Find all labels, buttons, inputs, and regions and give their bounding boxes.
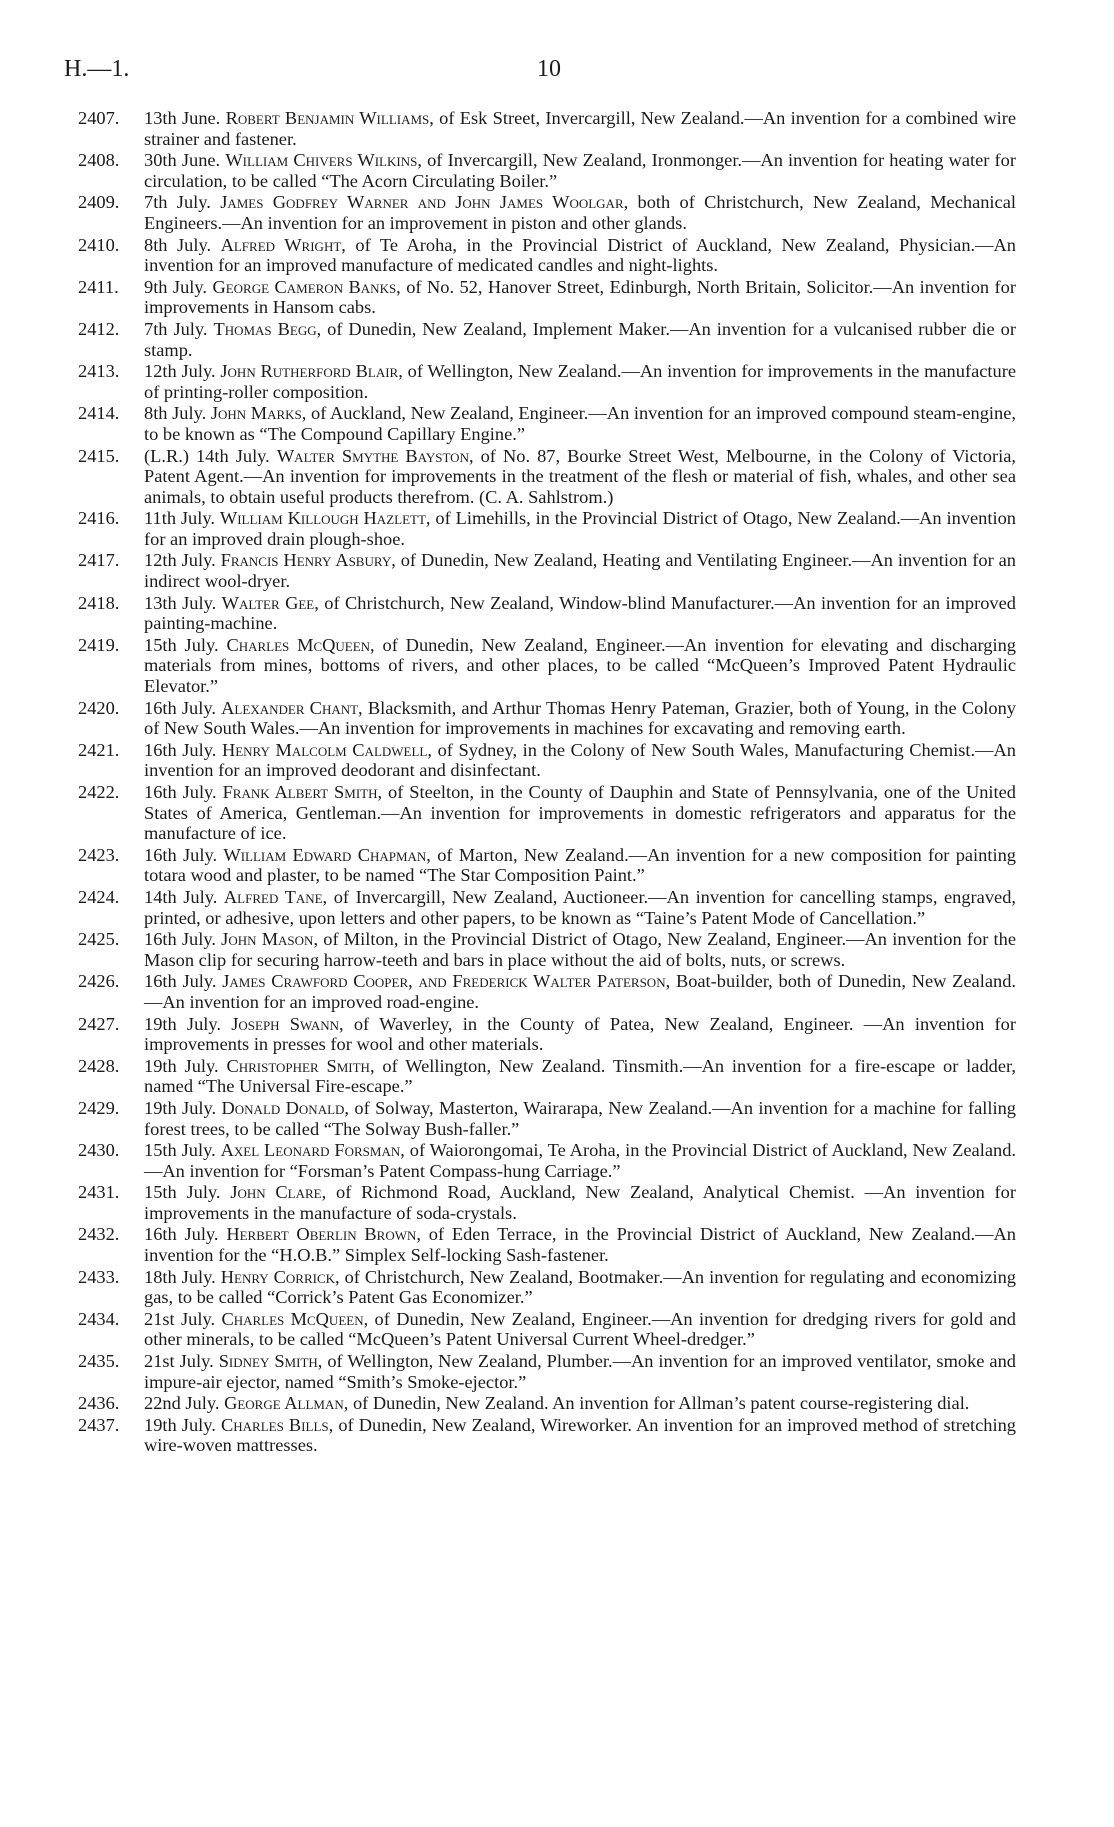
patent-entry [78, 277, 1016, 318]
patent-entry [78, 635, 1016, 697]
entry-text: of Sydney, in the Colony of New South Wales, Manufacturing Chemist.—An invention for an improved deodorant and disinfectant. [144, 739, 1016, 781]
applicant-name: John Marks, [210, 403, 307, 424]
applicant-name: George Cameron Banks, [212, 276, 401, 297]
entry-date: 21st July. [144, 1308, 216, 1329]
patent-entry [78, 593, 1016, 634]
patent-entry [78, 550, 1016, 591]
applicant-name: Francis Henry Asbury, [220, 550, 396, 571]
entry-number: 2409. [78, 192, 120, 213]
entry-number: 2413. [78, 361, 120, 382]
entry-number: 2410. [78, 234, 120, 255]
entry-date: 19th July. [144, 1013, 221, 1034]
entry-number: 2412. [78, 318, 120, 339]
entry-text: of Dunedin, New Zealand, Heating and Ventilating Engineer.—An invention for an indirect wool-dryer. [144, 550, 1016, 592]
entry-number: 2426. [78, 971, 120, 992]
entry-number: 2431. [78, 1182, 120, 1203]
entry-number: 2420. [78, 697, 120, 718]
page-number: 10 [537, 56, 561, 82]
entry-date: 18th July. [144, 1266, 216, 1287]
entry-number: 2421. [78, 739, 120, 760]
patent-entry [78, 1393, 1016, 1414]
entry-number: 2422. [78, 782, 120, 802]
entry-text: of Milton, in the Provincial District of Otago, New Zealand, Engineer.—An invention for the Mason clip for securing harrow-teeth and bars in place without the aid of bolts, nuts, or screws. [144, 929, 1016, 970]
entry-text: of Dunedin, New Zealand, Engineer.—An invention for elevating and discharging materials from mines, bottoms of rivers, and other places, to be called “McQueen’s Improved Patent Hydraulic Elevator.” [144, 634, 1016, 697]
entry-number: 2423. [78, 844, 120, 865]
entry-date: 16th July. [144, 739, 217, 760]
entry-date: 19th July. [144, 1097, 217, 1118]
document-reference: H.—1. [64, 56, 130, 82]
entry-number: 2408. [78, 150, 120, 171]
entry-number: 2411. [78, 276, 119, 297]
applicant-name: Walter Gee, [221, 592, 319, 613]
applicant-name: Robert Benjamin Williams, [225, 108, 434, 128]
entry-date: (L.R.) 14th July. [144, 445, 270, 466]
entry-date: 22nd July. [144, 1393, 220, 1414]
applicant-name: Thomas Begg, [213, 318, 322, 339]
entry-number: 2427. [78, 1013, 120, 1034]
entry-text: of Eden Terrace, in the Provincial District of Auckland, New Zealand.—An invention for the “H.O.B.” Simplex Self-locking Sash-fastener. [144, 1224, 1017, 1266]
applicant-name: Frank Albert Smith, [222, 782, 383, 802]
entry-text: of Dunedin, New Zealand, Wireworker. An invention for an improved method of stretching wire-woven mattresses. [144, 1414, 1016, 1456]
entry-number: 2424. [78, 886, 120, 907]
entry-number: 2435. [78, 1351, 120, 1372]
entry-date: 12th July. [144, 550, 216, 571]
entry-text: of No. 87, Bourke Street West, Melbourne, in the Colony of Victoria, Patent Agent.—An invention for improvements in the treatment of the flesh or material of fish, whales, and other sea animals, to obtain useful products therefrom. (C. A. Sahlstrom.) [144, 445, 1016, 507]
entry-date: 13th June. [144, 108, 221, 128]
applicant-name: Henry Corrick, [220, 1266, 340, 1287]
patent-entry [78, 845, 1016, 886]
entry-date: 15th July. [144, 1182, 221, 1203]
patent-entry [78, 698, 1016, 739]
entry-date: 13th July. [144, 592, 217, 613]
entry-date: 16th July. [144, 782, 217, 802]
applicant-name: Charles Bills, [220, 1414, 334, 1435]
patent-entry [78, 1415, 1016, 1456]
patent-entry [78, 1140, 1016, 1181]
patent-entry [78, 403, 1016, 444]
entry-number: 2419. [78, 634, 120, 655]
patent-entries-list [78, 108, 1016, 1456]
entry-number: 2418. [78, 592, 120, 613]
applicant-name: John Mason, [221, 929, 319, 950]
applicant-name: George Allman, [224, 1393, 349, 1414]
entry-date: 8th July. [144, 403, 207, 424]
entry-text: of Solway, Masterton, Wairarapa, New Zealand.—An invention for a machine for falling forest trees, to be called “The Solway Bush-faller.” [144, 1097, 1017, 1139]
entry-number: 2437. [78, 1414, 120, 1435]
applicant-name: James Godfrey Warner and John James Woolgar, [220, 192, 629, 213]
entry-date: 14th July. [144, 886, 218, 907]
applicant-name: Christopher Smith, [226, 1055, 375, 1076]
entry-text: both of Christchurch, New Zealand, Mechanical Engineers.—An invention for an improvement in piston and other glands. [144, 192, 1016, 233]
entry-number: 2429. [78, 1097, 120, 1118]
entry-text: of Wellington, New Zealand, Plumber.—An invention for an improved ventilator, smoke and impure-air ejector, named “Smith’s Smoke-ejector.” [144, 1351, 1016, 1392]
entry-number: 2436. [78, 1393, 120, 1414]
entry-number: 2415. [78, 445, 120, 466]
entry-text: of Richmond Road, Auckland, New Zealand, Analytical Chemist. —An invention for improvements in the manufacture of soda-crystals. [144, 1182, 1016, 1223]
entry-date: 11th July. [144, 508, 215, 529]
entry-number: 2430. [78, 1140, 120, 1161]
entry-text: Boat-builder, both of Dunedin, New Zealand.—An invention for an improved road-engine. [144, 971, 1016, 1012]
entry-number: 2414. [78, 403, 120, 424]
entry-date: 16th July. [144, 844, 218, 865]
patent-entry [78, 319, 1016, 360]
entry-number: 2432. [78, 1224, 120, 1245]
entry-text: of Dunedin, New Zealand, Implement Maker.—An invention for a vulcanised rubber die or stamp. [144, 318, 1016, 360]
entry-text: of Dunedin, New Zealand, Engineer.—An invention for dredging rivers for gold and other minerals, to be called “McQueen’s Patent Universal Current Wheel-dredger.” [144, 1308, 1016, 1350]
entry-number: 2428. [78, 1055, 120, 1076]
patent-entry [78, 1267, 1016, 1308]
applicant-name: Walter Smythe Bayston, [276, 445, 474, 466]
patent-entry [78, 150, 1016, 191]
patent-entry [78, 887, 1016, 928]
applicant-name: John Clare, [230, 1182, 327, 1203]
patent-entry [78, 929, 1016, 970]
applicant-name: Axel Leonard Forsman, [220, 1140, 405, 1161]
entry-text: of Invercargill, New Zealand, Auctioneer.—An invention for cancelling stamps, engraved, printed, or adhesive, upon letters and other papers, to be known as “Taine’s Patent Mode of Cancellation.” [144, 886, 1016, 928]
entry-date: 12th July. [144, 361, 216, 382]
patent-entry [78, 1056, 1016, 1097]
patent-entry [78, 235, 1016, 276]
patent-entry [78, 446, 1016, 508]
patent-entry [78, 740, 1016, 781]
entry-number: 2416. [78, 508, 120, 529]
entry-text: of Esk Street, Invercargill, New Zealand.—An invention for a combined wire strainer and fastener. [144, 108, 1016, 149]
applicant-name: Alexander Chant, [221, 697, 363, 718]
patent-entry [78, 1098, 1016, 1139]
entry-number: 2407. [78, 108, 120, 128]
entry-text: of Christchurch, New Zealand, Window-blind Manufacturer.—An invention for an improved painting-machine. [144, 592, 1016, 634]
applicant-name: Joseph Swann, [231, 1013, 344, 1034]
entry-text: of No. 52, Hanover Street, Edinburgh, North Britain, Solicitor.—An invention for improvements in Hansom cabs. [144, 276, 1016, 318]
entry-text: Blacksmith, and Arthur Thomas Henry Pateman, Grazier, both of Young, in the Colony of New South Wales.—An invention for improvements in machines for excavating and removing earth. [144, 697, 1016, 739]
entry-text: of Te Aroha, in the Provincial District of Auckland, New Zealand, Physician.—An invention for an improved manufacture of medicated candles and night-lights. [144, 234, 1016, 276]
applicant-name: James Crawford Cooper, and Frederick Walter Paterson, [222, 971, 671, 992]
applicant-name: Charles McQueen, [221, 1308, 369, 1329]
entry-text: of Wellington, New Zealand. Tinsmith.—An invention for a fire-escape or ladder, named “The Universal Fire-escape.” [144, 1055, 1016, 1097]
applicant-name: Sidney Smith, [218, 1351, 323, 1372]
applicant-name: Herbert Oberlin Brown, [226, 1224, 421, 1245]
applicant-name: John Rutherford Blair, [220, 361, 403, 382]
entry-date: 21st July. [144, 1351, 214, 1372]
patent-entry [78, 1224, 1016, 1265]
patent-entry [78, 192, 1016, 233]
entry-text: of Christchurch, New Zealand, Bootmaker.—An invention for regulating and economizing gas, to be called “Corrick’s Patent Gas Economizer.” [144, 1266, 1016, 1308]
entry-text: of Auckland, New Zealand, Engineer.—An invention for an improved compound steam-engine, to be known as “The Compound Capillary Engine.” [144, 403, 1016, 444]
applicant-name: Henry Malcolm Caldwell, [221, 739, 432, 760]
entry-text: of Dunedin, New Zealand. An invention for Allman’s patent course-registering dial. [352, 1393, 970, 1414]
applicant-name: Alfred Tane, [223, 886, 328, 907]
entry-date: 7th July. [144, 318, 208, 339]
entry-number: 2433. [78, 1266, 120, 1287]
entry-number: 2434. [78, 1308, 120, 1329]
entry-text: of Steelton, in the County of Dauphin and State of Pennsylvania, one of the United States of America, Gentleman.—An invention for improvements in domestic refrigerators and apparatus for the manufacture of ice. [144, 782, 1016, 844]
entry-date: 7th July. [144, 192, 211, 213]
entry-text: of Invercargill, New Zealand, Ironmonger.—An invention for heating water for circulation, to be called “The Acorn Circulating Boiler.” [144, 150, 1016, 191]
applicant-name: Donald Donald, [221, 1097, 350, 1118]
applicant-name: William Killough Hazlett, [219, 508, 431, 529]
entry-date: 8th July. [144, 234, 212, 255]
applicant-name: Charles McQueen, [226, 634, 375, 655]
patent-entry [78, 361, 1016, 402]
entry-date: 30th June. [144, 150, 221, 171]
patent-entry [78, 508, 1016, 549]
applicant-name: Alfred Wright, [220, 234, 346, 255]
patent-entry [78, 108, 1016, 149]
entry-date: 15th July. [144, 1140, 216, 1161]
patent-entry [78, 1351, 1016, 1392]
patent-entry [78, 1014, 1016, 1055]
entry-text: of Wellington, New Zealand.—An invention for improvements in the manufacture of printing-roller composition. [144, 361, 1016, 402]
patent-entry [78, 1309, 1016, 1350]
patent-entry [78, 782, 1016, 844]
entry-date: 16th July. [144, 971, 217, 992]
entry-text: of Waiorongomai, Te Aroha, in the Provincial District of Auckland, New Zealand.—An invention for “Forsman’s Patent Compass-hung Carriage.” [144, 1140, 1016, 1181]
patent-entry [78, 971, 1016, 1012]
patent-entry [78, 1182, 1016, 1223]
entry-text: of Limehills, in the Provincial District of Otago, New Zealand.—An invention for an improved drain plough-shoe. [144, 508, 1016, 549]
entry-date: 16th July. [144, 697, 216, 718]
entry-date: 19th July. [144, 1055, 219, 1076]
entry-number: 2417. [78, 550, 120, 571]
entry-text: of Waverley, in the County of Patea, New Zealand, Engineer. —An invention for improvements in presses for wool and other materials. [144, 1013, 1016, 1055]
entry-date: 16th July. [144, 1224, 219, 1245]
applicant-name: William Chivers Wilkins, [225, 150, 422, 171]
entry-date: 19th July. [144, 1414, 216, 1435]
entry-date: 16th July. [144, 929, 216, 950]
applicant-name: William Edward Chapman, [223, 844, 431, 865]
entry-number: 2425. [78, 929, 120, 950]
entry-date: 9th July. [144, 276, 207, 297]
entry-date: 15th July. [144, 634, 219, 655]
entry-text: of Marton, New Zealand.—An invention for a new composition for painting totara wood and plaster, to be named “The Star Composition Paint.” [144, 844, 1016, 886]
